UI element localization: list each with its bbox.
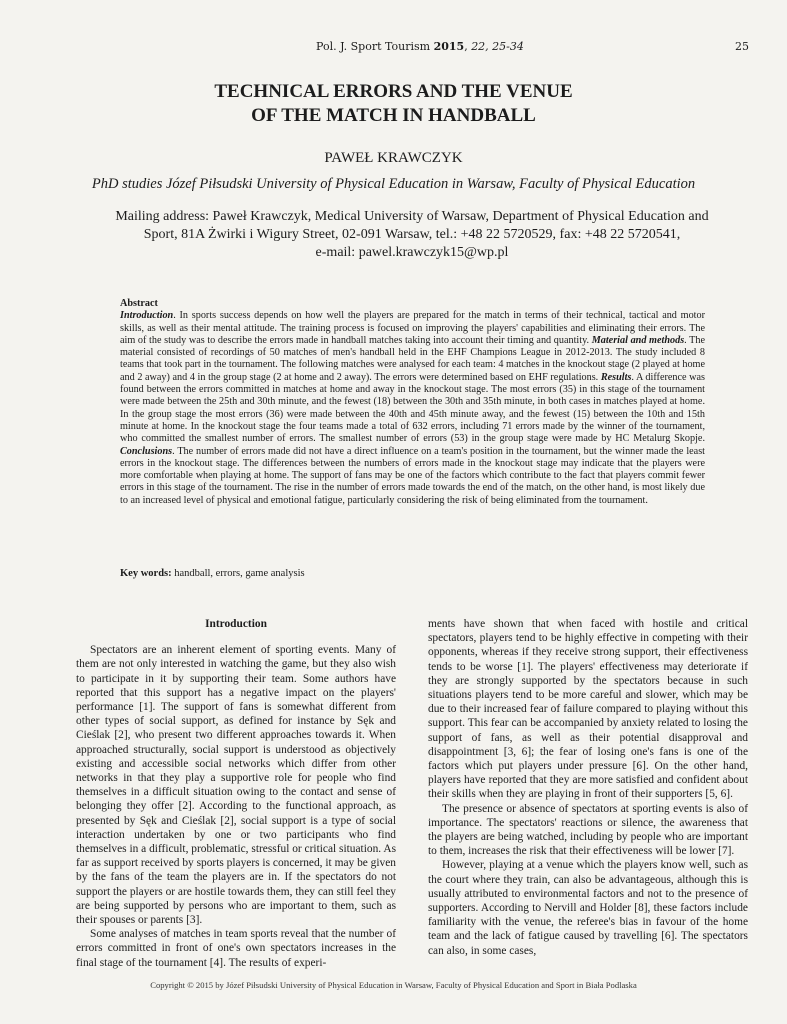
page-number: 25 xyxy=(735,40,749,53)
paragraph: The presence or absence of spectators at sporting events is also of importance. The spectators' reactions or silence, the awareness that the players are being watched, including by people who are important to them, increases the risk that their effectiveness will be lower [7]. xyxy=(428,802,748,858)
journal-citation: Pol. J. Sport Tourism 2015, 22, 25-34 xyxy=(316,40,524,53)
author-affiliation: PhD studies Józef Piłsudski University of Physical Education in Warsaw, Faculty of Physical Education xyxy=(91,176,696,192)
abstract-results-label: Results xyxy=(600,371,632,383)
body-column-left xyxy=(76,617,396,970)
abstract-methods-label: Material and methods xyxy=(591,334,685,346)
section-heading-introduction: Introduction xyxy=(205,618,267,630)
paragraph: However, playing at a venue which the players know well, such as the court where they train, can also be advantageous, although this is usually attributed to environmental factors and not to the presence of supporters. According to Nervill and Holder [8], these factors include familiarity with the venue, the referee's bias in favour of the home team and the lack of fatigue caused by travelling [6]. The spectators can also, in some cases, xyxy=(428,859,748,957)
mailing-address: Mailing address: Paweł Krawczyk, Medical University of Warsaw, Department of Physical Education and Sport, 81A Żwirki i Wigury Street, 02-091 Warsaw, tel.: +48 22 5720529, fax: +48 22 5720541, e-mail: pawel.krawczyk15@wp.pl xyxy=(115,209,709,260)
author-name: PAWEŁ KRAWCZYK xyxy=(324,150,463,166)
paragraph: Spectators are an inherent element of sporting events. Many of them are not only interested in watching the game, but they also wish to participate in it by supporting their team. Some authors have reported that this support has a negative impact on the players' performance [1]. The support of fans is somewhat different from other types of social support, as defined for instance by Sęk and Cieślak [2], who present two different approaches towards it. When approached structurally, social support is understood as objectively existing and accessible social networks which differ from other networks in that they play a supportive role for people who find themselves in a difficult situation owing to the contact and sense of belonging they offer [2]. According to the functional approach, as presented by Sęk and Cieślak [2], social support is a type of social interaction undertaken by one or two participants who find themselves in a difficult, problematic, stressful or critical situation. As far as support received by sports players is concerned, it may be given by the fans of the team the players are in. If the spectators do not support the players or are hostile towards them, they can still feel they are being supported by persons who are important to them, such as their spouses or parents [3]. xyxy=(76,644,396,927)
abstract-conclusions-label: Conclusions xyxy=(120,445,173,457)
abstract: Abstract Introduction. In sports success depends on how well the players are prepared for the match in terms of their technical, tactical and motor skills, as well as their mental attitude. The training process is focused on improving the players' capabilities and eliminating their errors. The aim of the study was to describe the errors made in handball matches taking into account their timing and quantity. Material and methods. The material consisted of recordings of 50 matches of men's handball held in the EHF Champions League in 2012-2013. The study included 8 teams that took part in the tournament. The following matches were analysed for each team: 4 matches in the knockout stage (2 played at home and 2 away) and 4 in the group stage (2 at home and 2 away). The errors were determined based on EHF regulations. Results. A difference was found between the errors committed in matches at home and away in the knockout stage. The most errors (35) in this stage of the tournament were made between the 25th and 30th minute, and the fewest (18) between the 30th and 35th minute, in both cases in matches played at home. In the group stage the most errors (36) were made between the 40th and 45th minute away, and the fewest (15) between the 10th and 15th minute at home. In the knockout stage the four teams made a total of 632 errors, including 71 errors made by the winner of the tournament, who committed the smallest number of errors. The smallest number of errors (53) in the group stage were made by HC Metalurg Skopje. Conclusions. The number of errors made did not have a direct influence on a team's position in the tournament, but the winner made the least errors in the knockout stage. The differences between the numbers of errors made in the knockout stage may indicate that the players were more comfortable when playing at home. The support of fans may be one of the factors which contribute to the fact that players commit fewer errors in this stage of the tournament. The rise in the number of errors made towards the end of the match, on the other hand, is most likely due to an increased level of physical and emotional fatigue, particularly considering the risk of being eliminated from the tournament. xyxy=(120,298,705,506)
body-column-right xyxy=(428,617,748,958)
paragraph: ments have shown that when faced with hostile and critical spectators, players tend to be highly effective in competing with their opponents, whereas if they receive strong support, their effectiveness tends to be worse [1]. The players' effectiveness may deteriorate if they are strongly supported by the spectators because in such situations players tend to be more careful and slower, which may be due to their increased fear of failure compared to playing without this support. This fear can be accompanied by anxiety related to losing the support of fans, as well as their potential disapproval and disappointment [3, 6]; the fear of losing one's fans is one of the factors which put players under pressure [6]. On the other hand, players have reported that they are more satisfied and confident about their skills when they are playing in front of their supporters [5, 6]. xyxy=(428,618,748,801)
abstract-intro-label: Introduction xyxy=(120,310,174,322)
article-title: TECHNICAL ERRORS AND THE VENUE OF THE MATCH IN HANDBALL xyxy=(214,81,573,126)
abstract-heading: Abstract xyxy=(120,298,158,309)
copyright-footer: Copyright © 2015 by Józef Piłsudski University of Physical Education in Warsaw, Faculty of Physical Education and Sport in Biała Podlaska xyxy=(150,980,637,990)
paragraph: Some analyses of matches in team sports reveal that the number of errors committed in front of one's own spectators increases in the final stage of the tournament [4]. The results of experi- xyxy=(76,928,396,969)
keywords: Key words: handball, errors, game analysis xyxy=(120,568,305,579)
